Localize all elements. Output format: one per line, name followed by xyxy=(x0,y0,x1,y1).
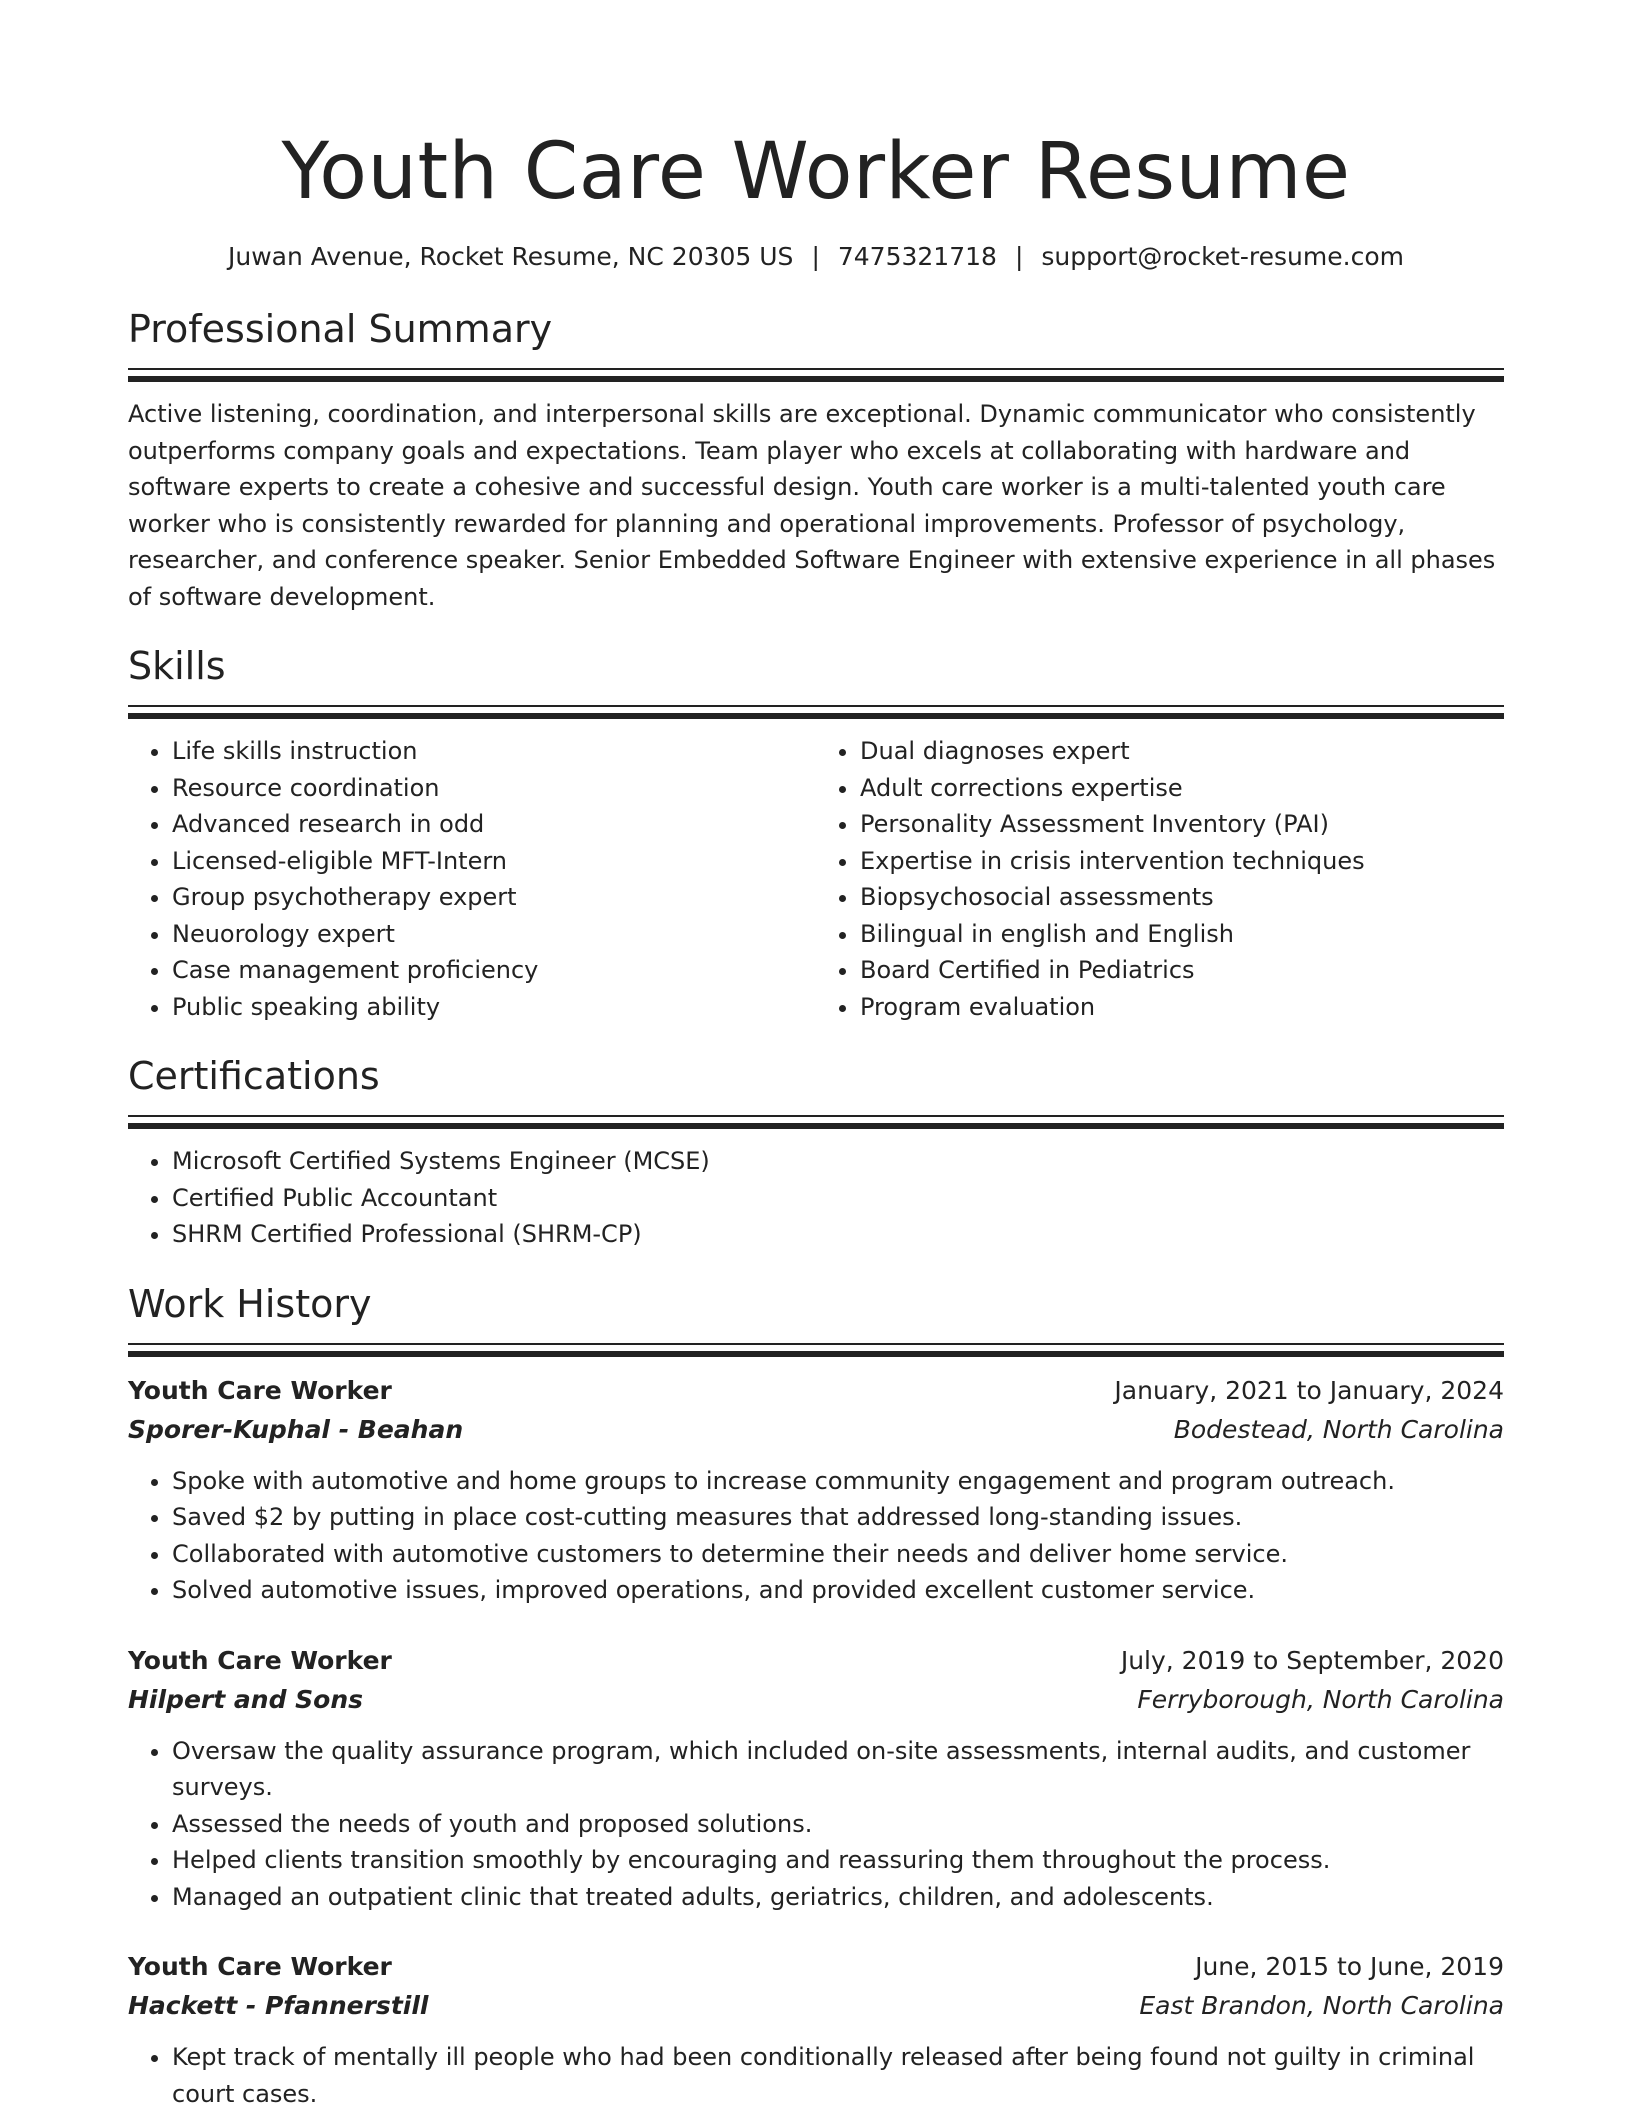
section-divider xyxy=(128,1343,1504,1357)
job-bullet: • Solved automotive issues, improved operations, and provided excellent customer service. xyxy=(172,1572,1504,1609)
job-subheader xyxy=(128,1986,1504,2025)
job-bullet: • Spoke with automotive and home groups to increase community engagement and program outreach. xyxy=(172,1463,1504,1500)
job-location: East Brandon, North Carolina xyxy=(1139,1991,1504,2020)
skill-item: • Board Certified in Pediatrics xyxy=(860,952,1504,989)
summary-heading: Professional Summary xyxy=(128,307,553,351)
skill-item: • Expertise in crisis intervention techniques xyxy=(860,843,1504,880)
certification-item: • SHRM Certified Professional (SHRM-CP) xyxy=(172,1216,1504,1253)
job-entry xyxy=(128,1641,1504,1916)
skill-item: • Dual diagnoses expert xyxy=(860,733,1504,770)
job-entry xyxy=(128,1371,1504,1609)
job-company: Hilpert and Sons xyxy=(128,1684,364,1714)
job-subheader xyxy=(128,1680,1504,1719)
summary-text: Active listening, coordination, and interpersonal skills are exceptional. Dynamic communicator who consistently outperforms company goals and expectations. Team player who excels at collaborating with hardware and software experts to create a cohesive and successful design. Youth care worker is a multi-talented youth care worker who is consistently rewarded for planning and operational improvements. Professor of psychology, researcher, and conference speaker. Senior Embedded Software Engineer with extensive experience in all phases of software development. xyxy=(128,400,1496,611)
skills-section xyxy=(128,641,1504,1025)
job-bullet: • Saved $2 by putting in place cost-cutting measures that addressed long-standing issues. xyxy=(172,1499,1504,1536)
skill-item: • Case management proficiency xyxy=(172,952,816,989)
work-history-heading: Work History xyxy=(128,1281,372,1326)
job-bullets xyxy=(128,1463,1504,1609)
skill-item: • Resource coordination xyxy=(172,770,816,807)
job-header xyxy=(128,1641,1504,1680)
job-header xyxy=(128,1371,1504,1410)
contact-separator: | xyxy=(1014,242,1024,271)
skill-item: • Public speaking ability xyxy=(172,989,816,1026)
resume-content xyxy=(128,0,1504,2112)
resume-title: Youth Care Worker Resume xyxy=(281,127,1351,217)
certifications-list xyxy=(128,1143,1504,1253)
job-title: Youth Care Worker xyxy=(128,1952,392,1981)
skill-item: • Program evaluation xyxy=(860,989,1504,1026)
job-bullet: • Oversaw the quality assurance program, which included on-site assessments, internal audits, and customer surveys. xyxy=(172,1733,1504,1806)
job-company: Sporer-Kuphal - Beahan xyxy=(128,1414,464,1444)
skills-list-right xyxy=(816,733,1504,1025)
job-bullet: • Collaborated with automotive customers to determine their needs and deliver home service. xyxy=(172,1536,1504,1573)
certifications-heading: Certifications xyxy=(128,1054,380,1098)
skills-heading: Skills xyxy=(128,644,226,688)
job-dates: July, 2019 to September, 2020 xyxy=(1120,1645,1504,1675)
section-divider xyxy=(128,368,1504,382)
job-location: Ferryborough, North Carolina xyxy=(1137,1684,1504,1714)
section-divider xyxy=(128,1115,1504,1129)
job-title: Youth Care Worker xyxy=(128,1375,392,1405)
job-dates: January, 2021 to January, 2024 xyxy=(1114,1375,1504,1405)
skill-item: • Advanced research in odd xyxy=(172,806,816,843)
job-bullet: • Helped clients transition smoothly by encouraging and reassuring them throughout the process. xyxy=(172,1842,1504,1879)
summary-section xyxy=(128,304,1504,615)
job-bullet: • Assessed the needs of youth and proposed solutions. xyxy=(172,1806,1504,1843)
job-subheader xyxy=(128,1410,1504,1449)
skill-item: • Biopsychosocial assessments xyxy=(860,879,1504,916)
skill-item: • Personality Assessment Inventory (PAI) xyxy=(860,806,1504,843)
job-bullet: • Kept track of mentally ill people who had been conditionally released after being found not guilty in criminal court cases. xyxy=(172,2039,1504,2112)
section-divider xyxy=(128,705,1504,719)
job-title: Youth Care Worker xyxy=(128,1645,392,1675)
contact-email: support@rocket-resume.com xyxy=(1041,242,1404,271)
skill-item: • Adult corrections expertise xyxy=(860,770,1504,807)
job-header xyxy=(128,1947,1504,1986)
contact-address: Juwan Avenue, Rocket Resume, NC 20305 US xyxy=(228,242,794,271)
contact-separator: | xyxy=(811,242,820,271)
skill-item: • Bilingual in english and English xyxy=(860,916,1504,953)
job-bullet: • Managed an outpatient clinic that treated adults, geriatrics, children, and adolescents. xyxy=(172,1879,1504,1916)
certification-item: • Certified Public Accountant xyxy=(172,1180,1504,1217)
skill-item: • Life skills instruction xyxy=(172,733,816,770)
skill-item: • Group psychotherapy expert xyxy=(172,879,816,916)
certification-item: • Microsoft Certified Systems Engineer (MCSE) xyxy=(172,1143,1504,1180)
certifications-section xyxy=(128,1051,1504,1253)
skill-item: • Neuorology expert xyxy=(172,916,816,953)
job-dates: June, 2015 to June, 2019 xyxy=(1195,1952,1504,1981)
skill-item: • Licensed-eligible MFT-Intern xyxy=(172,843,816,880)
contact-line xyxy=(128,240,1504,274)
contact-phone: 7475321718 xyxy=(837,242,997,271)
skills-columns xyxy=(128,733,1504,1025)
work-history-section xyxy=(128,1279,1504,2112)
job-bullets xyxy=(128,1733,1504,1916)
job-location: Bodestead, North Carolina xyxy=(1173,1414,1504,1444)
job-company: Hackett - Pfannerstill xyxy=(128,1991,429,2020)
job-bullets xyxy=(128,2039,1504,2112)
skills-list-left xyxy=(128,733,816,1025)
job-entry xyxy=(128,1947,1504,2112)
